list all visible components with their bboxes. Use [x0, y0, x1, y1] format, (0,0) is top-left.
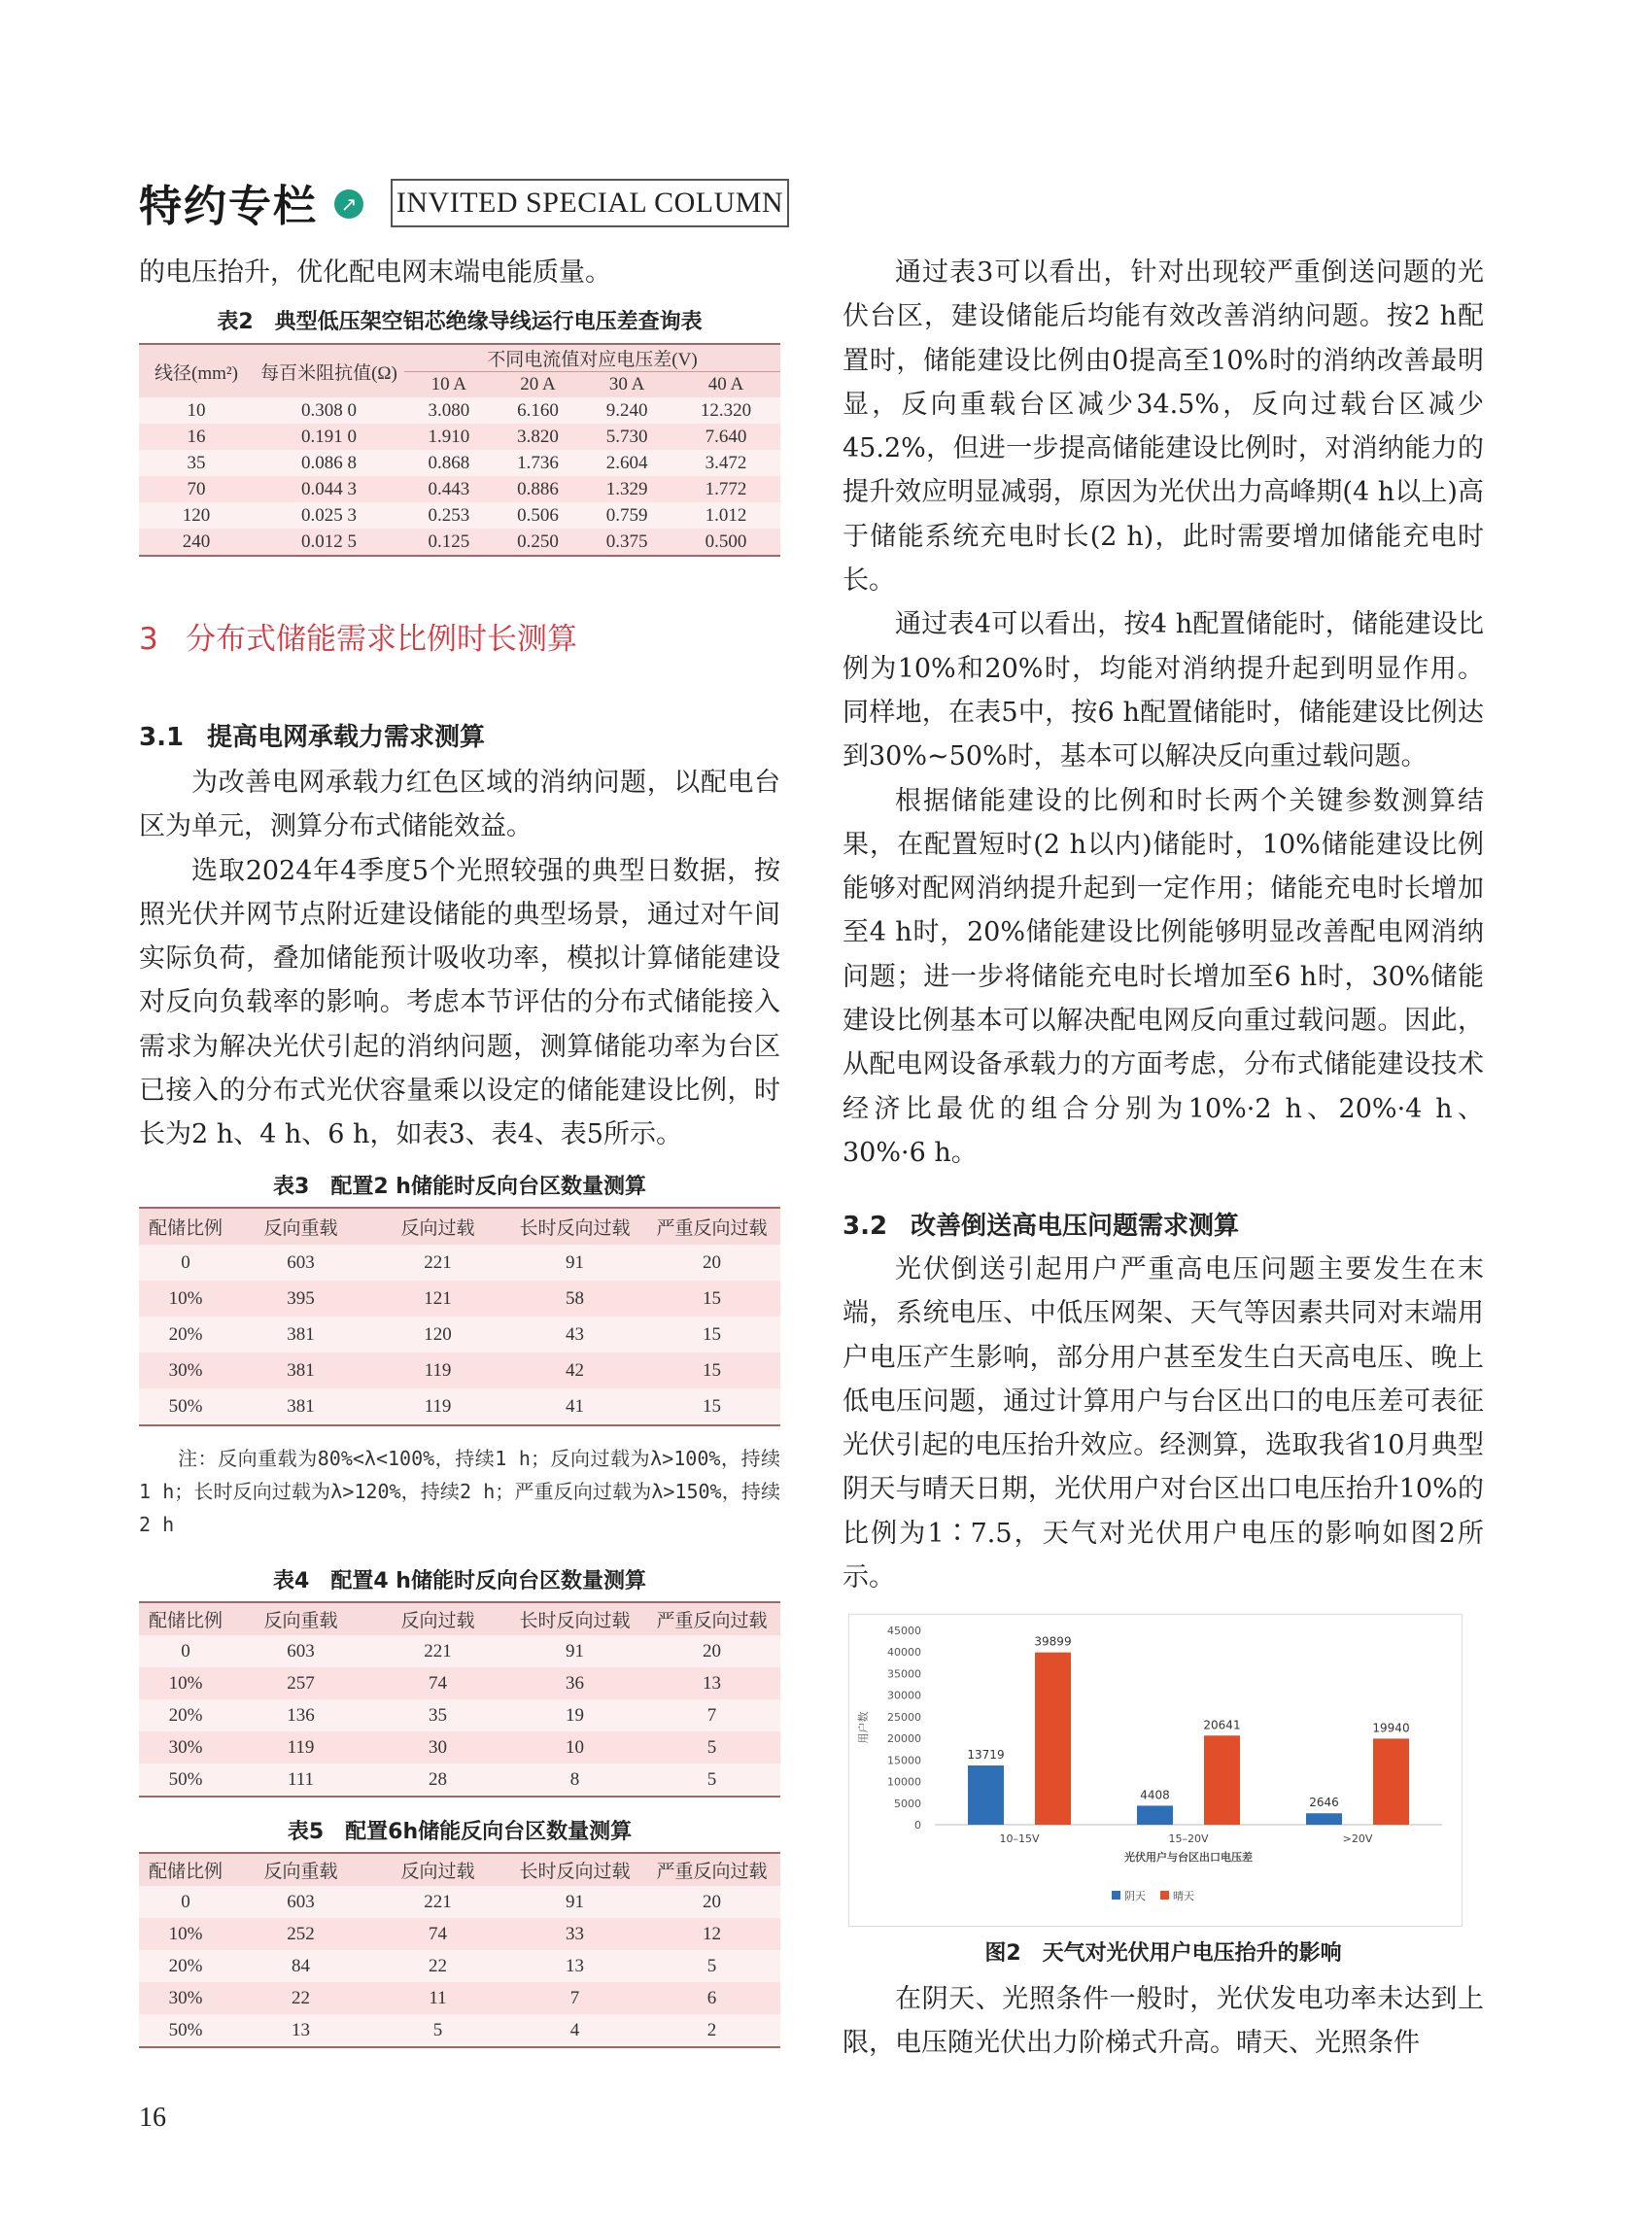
right-body-mid — [843, 1248, 1484, 1599]
table-cell: 15 — [643, 1388, 780, 1425]
y-tick-label: 40000 — [887, 1646, 921, 1660]
bar-sunny — [1373, 1738, 1409, 1825]
table-cell: 0.250 — [494, 529, 583, 556]
column-english-label: INVITED SPECIAL COLUMN — [391, 179, 789, 227]
section-3-1-number: 3.1 — [139, 723, 185, 752]
table-header-cell: 配储比例 — [139, 1853, 232, 1886]
table-header-cell: 严重反向过载 — [643, 1853, 780, 1886]
table-cell: 5 — [643, 1731, 780, 1764]
table-cell: 0.868 — [404, 450, 494, 476]
table-cell: 0.125 — [404, 529, 494, 556]
table-cell: 91 — [506, 1886, 643, 1918]
table-cell: 7.640 — [671, 424, 780, 450]
legend-swatch — [1160, 1891, 1169, 1900]
table-cell: 0.253 — [404, 502, 494, 529]
table-cell: 119 — [232, 1731, 369, 1764]
table-note: 注：反向重载为80%<λ<100%，持续1 h；反向过载为λ>100%，持续1 h；长时反向过载为λ>120%，持续2 h；严重反向过载为λ>150%，持续2 h — [139, 1447, 780, 1536]
t2-subheader: 20 A — [494, 372, 583, 398]
y-tick-label: 5000 — [894, 1797, 921, 1810]
table-cell: 70 — [139, 476, 254, 502]
t2-header-group: 不同电流值对应电压差(V) — [404, 344, 780, 372]
t2-header-wire: 线径(mm²) — [139, 344, 254, 397]
t2-subheader: 40 A — [671, 372, 780, 398]
table-header-cell: 反向重载 — [232, 1602, 369, 1635]
y-tick-label: 30000 — [887, 1689, 921, 1702]
table-cell: 13 — [643, 1667, 780, 1699]
section-3-number: 3 — [139, 622, 158, 657]
t2-subheader: 30 A — [582, 372, 671, 398]
table-cell: 0.375 — [582, 529, 671, 556]
t2-subheader: 10 A — [404, 372, 494, 398]
table-cell: 119 — [369, 1353, 506, 1388]
data-label: 19940 — [1372, 1721, 1410, 1735]
t2-header-res: 每百米阻抗值(Ω) — [254, 344, 404, 397]
table-row — [139, 1764, 780, 1797]
table-row — [139, 424, 780, 450]
section-3-2-title: 改善倒送高电压问题需求测算 — [911, 1212, 1240, 1241]
table-cell: 6.160 — [494, 397, 583, 424]
table-cell: 120 — [139, 502, 254, 529]
table-header-cell: 反向重载 — [232, 1853, 369, 1886]
table-cell: 5 — [643, 1950, 780, 1982]
table-cell: 1.910 — [404, 424, 494, 450]
table-cell: 36 — [506, 1667, 643, 1699]
table-cell: 0.012 5 — [254, 529, 404, 556]
table-cell: 20% — [139, 1950, 232, 1982]
table-cell: 7 — [643, 1699, 780, 1731]
table-row — [139, 476, 780, 502]
table-cell: 10% — [139, 1667, 232, 1699]
table-cell: 111 — [232, 1764, 369, 1797]
table-cell: 41 — [506, 1388, 643, 1425]
table5 — [139, 1852, 780, 2048]
table-cell: 0.025 3 — [254, 502, 404, 529]
y-axis-label: 用户数 — [857, 1711, 870, 1744]
table-row — [139, 1281, 780, 1317]
table-cell: 74 — [369, 1667, 506, 1699]
table-cell: 0.044 3 — [254, 476, 404, 502]
table-row — [139, 1699, 780, 1731]
y-tick-label: 35000 — [887, 1667, 921, 1681]
section-3-heading — [139, 614, 577, 658]
data-label: 20641 — [1203, 1718, 1241, 1732]
table-cell: 221 — [369, 1245, 506, 1281]
x-tick-label: 10–15V — [999, 1832, 1040, 1845]
legend-label: 晴天 — [1173, 1890, 1194, 1902]
table-cell: 30 — [369, 1731, 506, 1764]
table-cell: 0.443 — [404, 476, 494, 502]
left-body — [139, 761, 780, 1157]
paragraph: 根据储能建设的比例和时长两个关键参数测算结果，在配置短时(2 h以内)储能时，10%储能建设比例能够对配网消纳提升起到一定作用；储能充电时长增加至4 h时，20%储能建设比例能够明显改善配电网消纳问题；进一步将储能充电时长增加至6 h时，30%储能建设比例基本可以解决配电网反向重过载问题。因此，从配电网设备承载力的方面考虑，分布式储能建设技术经济比最优的组合分别为10%·2 h、20%·4 h、30%·6 h。 — [843, 785, 1484, 1168]
bar-sunny — [1204, 1735, 1240, 1825]
bar-cloudy — [1137, 1805, 1173, 1825]
table-cell: 3.472 — [671, 450, 780, 476]
table-cell: 13 — [232, 2014, 369, 2047]
table2-caption: 表2 典型低压架空铝芯绝缘导线运行电压差查询表 — [217, 310, 703, 334]
page-number: 16 — [139, 2103, 166, 2133]
table-cell: 0.759 — [582, 502, 671, 529]
table-header-cell: 长时反向过载 — [506, 1602, 643, 1635]
table-cell: 74 — [369, 1918, 506, 1950]
data-label: 39899 — [1034, 1634, 1072, 1649]
y-tick-label: 10000 — [887, 1775, 921, 1789]
table-row — [139, 1886, 780, 1918]
table-row — [139, 1982, 780, 2014]
table-row — [139, 1731, 780, 1764]
table-row — [139, 450, 780, 476]
table-cell: 50% — [139, 1764, 232, 1797]
table-row — [139, 1635, 780, 1667]
table-header-cell: 长时反向过载 — [506, 1208, 643, 1245]
table-cell: 5.730 — [582, 424, 671, 450]
table-cell: 22 — [369, 1950, 506, 1982]
table-cell: 33 — [506, 1918, 643, 1950]
table-row — [139, 1667, 780, 1699]
table-cell: 35 — [139, 450, 254, 476]
table-cell: 58 — [506, 1281, 643, 1317]
table-cell: 15 — [643, 1317, 780, 1353]
table-cell: 30% — [139, 1353, 232, 1388]
table-cell: 28 — [369, 1764, 506, 1797]
table-cell: 221 — [369, 1635, 506, 1667]
table-cell: 16 — [139, 424, 254, 450]
table2 — [139, 343, 780, 557]
table-row — [139, 1245, 780, 1281]
paragraph: 为改善电网承载力红色区域的消纳问题，以配电台区为单元，测算分布式储能效益。 — [139, 768, 780, 842]
table-cell: 15 — [643, 1281, 780, 1317]
table-header-cell: 配储比例 — [139, 1602, 232, 1635]
table3-caption: 表3 配置2 h储能时反向台区数量测算 — [273, 1175, 646, 1199]
table-cell: 30% — [139, 1731, 232, 1764]
table-header-cell: 严重反向过载 — [643, 1602, 780, 1635]
table-cell: 221 — [369, 1886, 506, 1918]
table-cell: 603 — [232, 1635, 369, 1667]
figure-2-caption: 图2 天气对光伏用户电压抬升的影响 — [984, 1941, 1342, 1966]
table-cell: 20 — [643, 1635, 780, 1667]
table-cell: 119 — [369, 1388, 506, 1425]
y-tick-label: 20000 — [887, 1732, 921, 1746]
table-row — [139, 1918, 780, 1950]
table5-caption: 表5 配置6h储能反向台区数量测算 — [287, 1820, 633, 1844]
table-row — [139, 502, 780, 529]
table-cell: 10% — [139, 1281, 232, 1317]
table-header-cell: 严重反向过载 — [643, 1208, 780, 1245]
table-cell: 0.308 0 — [254, 397, 404, 424]
section-3-1-heading — [139, 717, 485, 753]
table-cell: 240 — [139, 529, 254, 556]
left-intro — [139, 251, 780, 294]
table-row — [139, 1317, 780, 1353]
table-cell: 10 — [506, 1731, 643, 1764]
table-cell: 10 — [139, 397, 254, 424]
data-label: 13719 — [967, 1748, 1005, 1763]
data-label: 2646 — [1309, 1796, 1339, 1810]
table-cell: 10% — [139, 1918, 232, 1950]
arrow-circle-icon: ↗ — [334, 189, 363, 219]
table-cell: 0.191 0 — [254, 424, 404, 450]
table-header-cell: 配储比例 — [139, 1208, 232, 1245]
table-cell: 0.500 — [671, 529, 780, 556]
y-tick-label: 15000 — [887, 1754, 921, 1767]
bar-cloudy — [968, 1765, 1004, 1825]
figure-2-chart — [849, 1615, 1462, 1926]
table-cell: 120 — [369, 1317, 506, 1353]
table-header-cell: 反向重载 — [232, 1208, 369, 1245]
table-cell: 381 — [232, 1317, 369, 1353]
table-cell: 2 — [643, 2014, 780, 2047]
table-cell: 1.012 — [671, 502, 780, 529]
table-cell: 20% — [139, 1317, 232, 1353]
table-cell: 136 — [232, 1699, 369, 1731]
table-cell: 20 — [643, 1245, 780, 1281]
right-body-bottom — [843, 1977, 1484, 2066]
table-cell: 1.772 — [671, 476, 780, 502]
table-cell: 15 — [643, 1353, 780, 1388]
table-header-cell: 长时反向过载 — [506, 1853, 643, 1886]
table-cell: 0.506 — [494, 502, 583, 529]
table-cell: 5 — [369, 2014, 506, 2047]
bar-cloudy — [1306, 1813, 1342, 1825]
section-3-1-title: 提高电网承载力需求测算 — [207, 723, 486, 752]
x-tick-label: 15–20V — [1168, 1832, 1209, 1845]
right-body-top — [843, 251, 1484, 1175]
table-row — [139, 1950, 780, 1982]
table-cell: 0 — [139, 1245, 232, 1281]
table-cell: 6 — [643, 1982, 780, 2014]
table-cell: 19 — [506, 1699, 643, 1731]
table-cell: 91 — [506, 1635, 643, 1667]
paragraph: 选取2024年4季度5个光照较强的典型日数据，按照光伏并网节点附近建设储能的典型场景，通过对午间实际负荷，叠加储能预计吸收功率，模拟计算储能建设对反向负载率的影响。考虑本节评估的分布式储能接入需求为解决光伏引起的消纳问题，测算储能功率为台区已接入的分布式光伏容量乘以设定的储能建设比例，时长为2 h、4 h、6 h，如表3、表4、表5所示。 — [139, 855, 780, 1150]
table-cell: 5 — [643, 1764, 780, 1797]
table-cell: 121 — [369, 1281, 506, 1317]
table-header-cell: 反向过载 — [369, 1853, 506, 1886]
y-tick-label: 25000 — [887, 1710, 921, 1724]
x-tick-label: >20V — [1342, 1832, 1373, 1845]
table4-caption: 表4 配置4 h储能时反向台区数量测算 — [273, 1569, 646, 1593]
table-cell: 381 — [232, 1353, 369, 1388]
paragraph: 光伏倒送引起用户严重高电压问题主要发生在末端，系统电压、中低压网架、天气等因素共同对末端用户电压产生影响，部分用户甚至发生白天高电压、晚上低电压问题，通过计算用户与台区出口的电压差可表征光伏引起的电压抬升效应。经测算，选取我省10月典型阴天与晴天日期，光伏用户对台区出口电压抬升10%的比例为1∶7.5，天气对光伏用户电压的影响如图2所示。 — [843, 1254, 1484, 1593]
table3 — [139, 1207, 780, 1426]
table-cell: 7 — [506, 1982, 643, 2014]
table-cell: 395 — [232, 1281, 369, 1317]
table-row — [139, 397, 780, 424]
table-cell: 381 — [232, 1388, 369, 1425]
table-cell: 0 — [139, 1635, 232, 1667]
table-cell: 0.086 8 — [254, 450, 404, 476]
table-cell: 3.080 — [404, 397, 494, 424]
table-cell: 84 — [232, 1950, 369, 1982]
table-row — [139, 2014, 780, 2047]
table-row — [139, 1353, 780, 1388]
figure-2 — [848, 1614, 1463, 1927]
legend-swatch — [1112, 1891, 1120, 1900]
bar-sunny — [1035, 1653, 1071, 1825]
table-cell: 12 — [643, 1918, 780, 1950]
column-title: 特约专栏 — [139, 182, 318, 231]
table-cell: 1.736 — [494, 450, 583, 476]
table4 — [139, 1601, 780, 1798]
table-cell: 22 — [232, 1982, 369, 2014]
table-cell: 0.886 — [494, 476, 583, 502]
table-cell: 8 — [506, 1764, 643, 1797]
table-cell: 257 — [232, 1667, 369, 1699]
table-cell: 42 — [506, 1353, 643, 1388]
table-cell: 20 — [643, 1886, 780, 1918]
table-cell: 11 — [369, 1982, 506, 2014]
table-cell: 12.320 — [671, 397, 780, 424]
y-tick-label: 45000 — [887, 1625, 921, 1637]
section-3-2-heading — [843, 1206, 1239, 1242]
table-cell: 603 — [232, 1886, 369, 1918]
table-cell: 50% — [139, 2014, 232, 2047]
table-cell: 603 — [232, 1245, 369, 1281]
table-cell: 0 — [139, 1886, 232, 1918]
table-cell: 9.240 — [582, 397, 671, 424]
table-cell: 50% — [139, 1388, 232, 1425]
paragraph: 在阴天、光照条件一般时，光伏发电功率未达到上限，电压随光伏出力阶梯式升高。晴天、光照条件 — [843, 1984, 1484, 2059]
data-label: 4408 — [1140, 1788, 1170, 1802]
table-cell: 91 — [506, 1245, 643, 1281]
table-cell: 2.604 — [582, 450, 671, 476]
table-row — [139, 529, 780, 556]
table-cell: 30% — [139, 1982, 232, 2014]
table-cell: 3.820 — [494, 424, 583, 450]
paragraph: 通过表3可以看出，针对出现较严重倒送问题的光伏台区，建设储能后均能有效改善消纳问题。按2 h配置时，储能建设比例由0提高至10%时的消纳改善最明显，反向重载台区减少34.5%，反向过载台区减少45.2%，但进一步提高储能建设比例时，对消纳能力的提升效应明显减弱，原因为光伏出力高峰期(4 h以上)高于储能系统充电时长(2 h)，此时需要增加储能充电时长。 — [843, 257, 1484, 597]
section-3-title: 分布式储能需求比例时长测算 — [186, 622, 577, 657]
table-header-cell: 反向过载 — [369, 1602, 506, 1635]
intro-paragraph: 的电压抬升，优化配电网末端电能质量。 — [139, 257, 611, 288]
table-cell: 43 — [506, 1317, 643, 1353]
table-cell: 252 — [232, 1918, 369, 1950]
table-cell: 20% — [139, 1699, 232, 1731]
table-cell: 4 — [506, 2014, 643, 2047]
x-axis-label: 光伏用户与台区出口电压差 — [1124, 1851, 1253, 1864]
legend-label: 阴天 — [1124, 1890, 1146, 1902]
y-tick-label: 0 — [914, 1819, 921, 1832]
table-cell: 1.329 — [582, 476, 671, 502]
paragraph: 通过表4可以看出，按4 h配置储能时，储能建设比例为10%和20%时，均能对消纳提升起到明显作用。同样地，在表5中，按6 h配置储能时，储能建设比例达到30%~50%时，基本可以解决反向重过载问题。 — [843, 609, 1484, 772]
section-3-2-number: 3.2 — [843, 1212, 888, 1241]
table-row — [139, 1388, 780, 1425]
table-header-cell: 反向过载 — [369, 1208, 506, 1245]
table-cell: 35 — [369, 1699, 506, 1731]
table-cell: 13 — [506, 1950, 643, 1982]
